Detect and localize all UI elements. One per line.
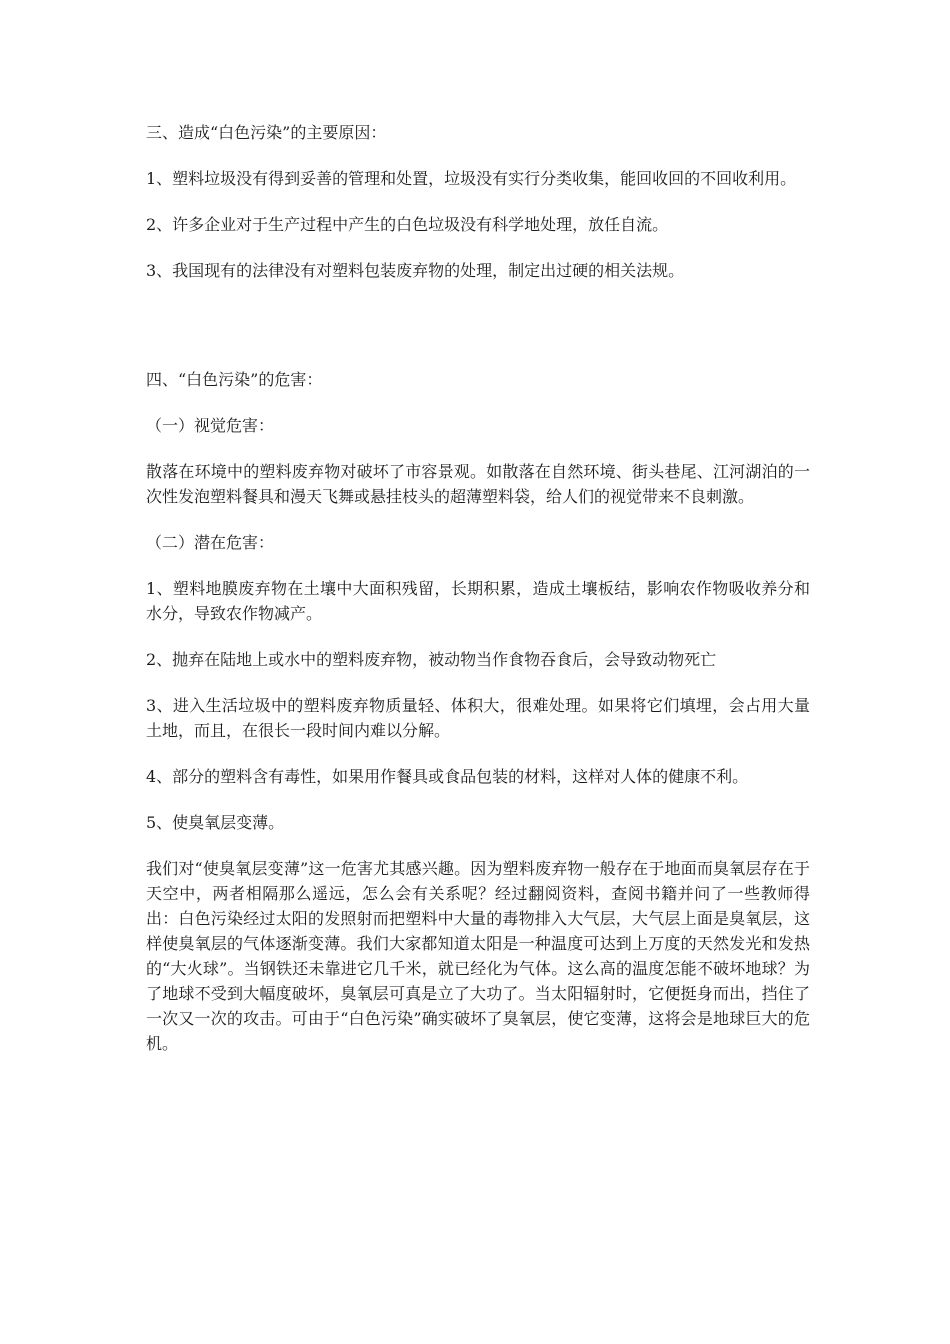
visual-harm-heading: （一）视觉危害： [146,416,275,435]
ozone-discussion-paragraph: 我们对“使臭氧层变薄”这一危害尤其感兴趣。因为塑料废弃物一般存在于地面而臭氧层存在于天空中，两者相隔那么遥远，怎么会有关系呢？经过翻阅资料，查阅书籍并问了一些教师得出：白色污染经过太阳的发照射而把塑料中大量的毒物排入大气层，大气层上面是臭氧层，这样使臭氧层的气体逐渐变薄。我们大家都知道太阳是一种温度可达到上万度的天然发光和发热的“大火球”。当钢铁还未靠进它几千米，就已经化为气体。这么高的温度怎能不破坏地球？为了地球不受到大幅度破坏，臭氧层可真是立了大功了。当太阳辐射时，它便挺身而出，挡住了一次又一次的攻击。可由于“白色污染”确实破坏了臭氧层，使它变薄，这将会是地球巨大的危机。 [146,859,810,1053]
visual-harm-paragraph: 散落在环境中的塑料废弃物对破坏了市容景观。如散落在自然环境、街头巷尾、江河湖泊的一次性发泡塑料餐具和漫天飞舞或悬挂枝头的超薄塑料袋，给人们的视觉带来不良刺激。 [146,462,810,506]
potential-harm-item-4: 4、部分的塑料含有毒性，如果用作餐具或食品包装的材料，这样对人体的健康不利。 [146,767,749,786]
cause-item-2: 2、许多企业对于生产过程中产生的白色垃圾没有科学地处理，放任自流。 [146,215,669,234]
potential-harm-item-3: 3、进入生活垃圾中的塑料废弃物质量轻、体积大，很难处理。如果将它们填埋，会占用大量土地，而且，在很长一段时间内难以分解。 [146,696,810,740]
document-page [146,120,810,1056]
section-4-heading: 四、“白色污染”的危害： [146,370,323,389]
potential-harm-item-5: 5、使臭氧层变薄。 [146,813,285,832]
cause-item-1: 1、塑料垃圾没有得到妥善的管理和处置，垃圾没有实行分类收集，能回收回的不回收利用。 [146,169,797,188]
potential-harm-item-1: 1、塑料地膜废弃物在土壤中大面积残留，长期积累，造成土壤板结，影响农作物吸收养分和水分，导致农作物减产。 [146,579,810,623]
cause-item-3: 3、我国现有的法律没有对塑料包装废弃物的处理，制定出过硬的相关法规。 [146,261,685,280]
potential-harm-item-2: 2、抛弃在陆地上或水中的塑料废弃物，被动物当作食物吞食后，会导致动物死亡 [146,650,717,669]
potential-harm-heading: （二）潜在危害： [146,533,275,552]
section-3-heading: 三、造成“白色污染”的主要原因： [146,123,387,142]
